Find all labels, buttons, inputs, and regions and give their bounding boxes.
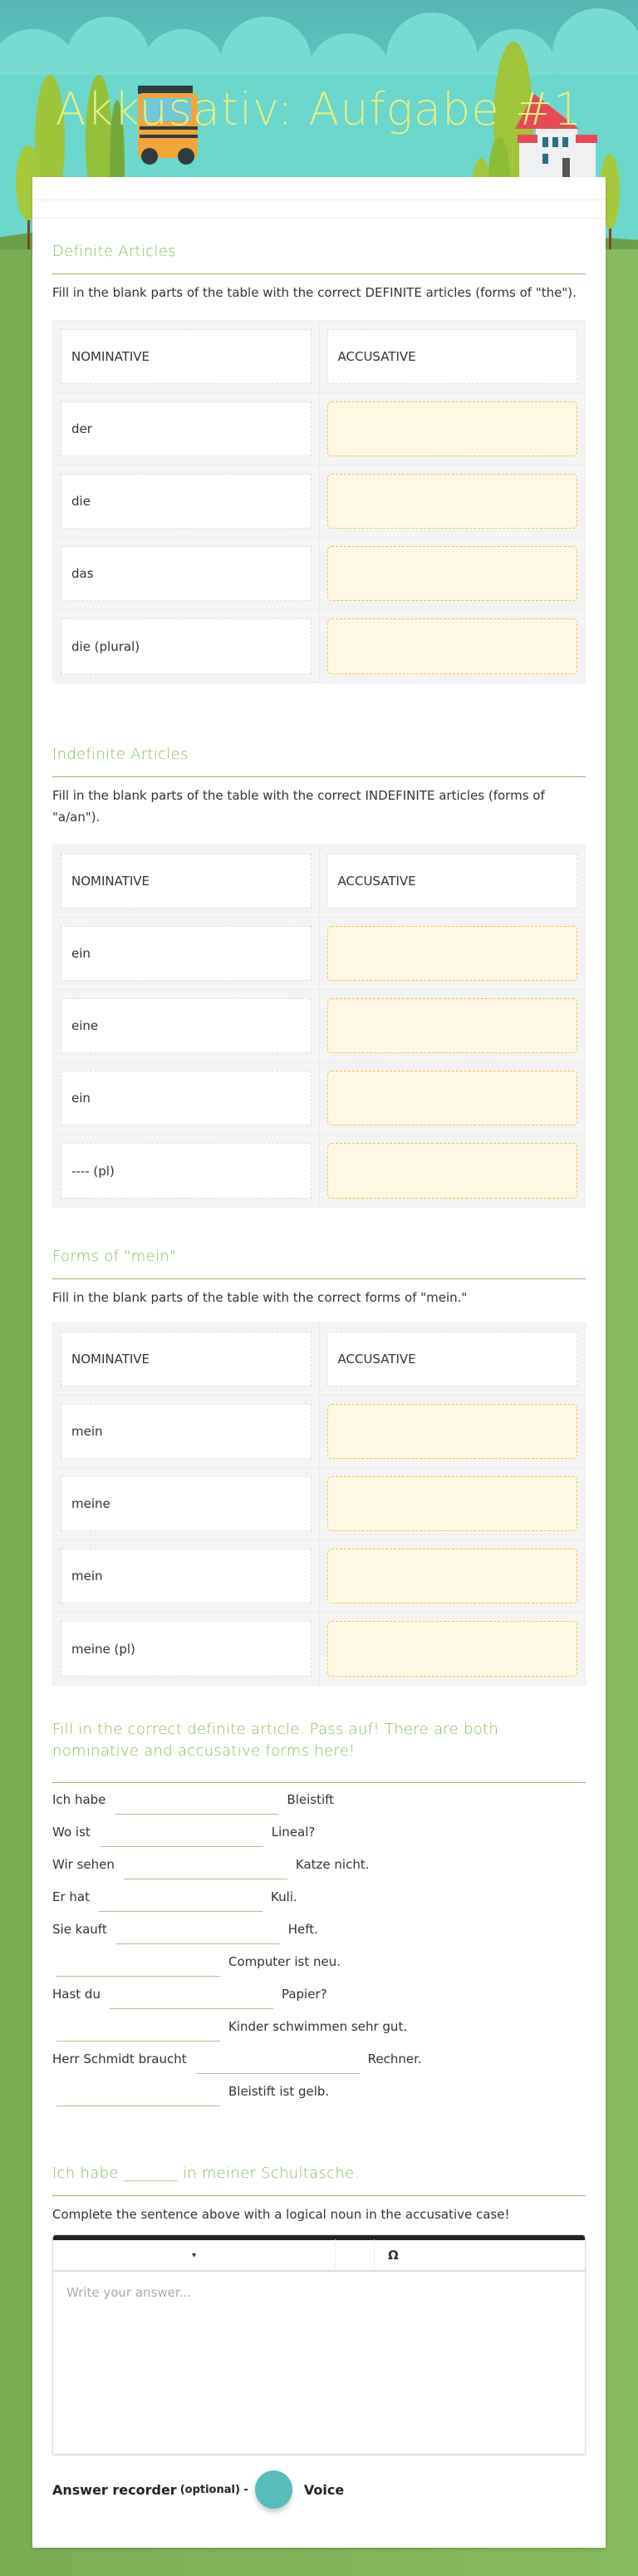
accusative-input[interactable]: [327, 1143, 578, 1199]
accusative-input[interactable]: [327, 1404, 578, 1459]
divider: [32, 218, 606, 219]
column-header: NOMINATIVE: [61, 854, 312, 909]
special-characters-button[interactable]: Ω: [388, 2248, 399, 2263]
fill-in-row: [52, 1945, 586, 1978]
fill-in-row: [52, 1913, 586, 1945]
fill-in-row: [52, 1978, 586, 2010]
column-header: NOMINATIVE: [61, 1332, 312, 1387]
format-dropdown[interactable]: [53, 2239, 336, 2271]
definite-articles-section: [52, 237, 586, 683]
accusative-input[interactable]: [327, 474, 578, 529]
nominative-cell: mein: [61, 1404, 312, 1459]
sentence-end: Computer ist neu.: [228, 1953, 341, 1969]
record-button[interactable]: [255, 2470, 292, 2509]
fill-in-row: [52, 1880, 586, 1913]
fill-in-row: [52, 2075, 586, 2107]
toolbar-spacer: [336, 2239, 375, 2271]
section-heading: Indefinite Articles: [52, 740, 586, 777]
article-blank-input[interactable]: [56, 1958, 220, 1977]
table-row: [53, 1540, 585, 1613]
section-description: Complete the sentence above with a logical noun in the accusative case!: [52, 2207, 510, 2222]
table-row: [53, 1468, 585, 1540]
table-row: [53, 1062, 585, 1135]
accusative-input[interactable]: [327, 401, 578, 456]
table-row: [53, 918, 585, 990]
articles-table: [52, 1322, 586, 1686]
table-row: [53, 1135, 585, 1207]
nominative-cell: die (plural): [61, 618, 312, 674]
sentence-end: Katze nicht.: [295, 1856, 370, 1872]
nominative-cell: meine: [61, 1476, 312, 1531]
sentence-start: Herr Schmidt braucht: [52, 2051, 187, 2066]
accusative-input[interactable]: [327, 1621, 578, 1677]
article-blank-input[interactable]: [196, 2056, 360, 2074]
chevron-down-icon: ▾: [191, 2250, 197, 2260]
section-description: Fill in the blank parts of the table with the correct INDEFINITE articles (forms of "a/an").: [52, 788, 545, 825]
accusative-input[interactable]: [327, 1549, 578, 1603]
sentence-start: Wir sehen: [52, 1856, 115, 1872]
article-blank-input[interactable]: [56, 2088, 220, 2106]
forms-of-mein-section: [52, 1242, 586, 1686]
nominative-cell: ---- (pl): [61, 1143, 312, 1199]
article-blank-input[interactable]: [56, 2023, 220, 2042]
section-heading: Ich habe _______ in meiner Schultasche.: [52, 2159, 586, 2196]
articles-table: [52, 845, 586, 1208]
worksheet-card: [32, 177, 606, 2548]
voice-label: Voice: [303, 2481, 345, 2498]
nominative-cell: meine (pl): [61, 1621, 312, 1677]
nominative-cell: mein: [61, 1549, 312, 1603]
recorder-label: Answer recorder: [52, 2481, 177, 2498]
fill-in-row: [52, 2042, 586, 2075]
table-row: [53, 1396, 585, 1468]
divider: [32, 199, 606, 200]
nominative-cell: das: [61, 546, 312, 601]
sentence-end: Rechner.: [367, 2051, 422, 2066]
table-header-row: [53, 1323, 585, 1396]
article-blank-input[interactable]: [116, 1926, 280, 1944]
nominative-cell: der: [61, 401, 312, 456]
sentence-end: Bleistift ist gelb.: [228, 2083, 330, 2099]
table-row: [53, 393, 585, 465]
sentence-end: Kinder schwimmen sehr gut.: [228, 2018, 408, 2034]
sentence-start: Wo ist: [52, 1824, 91, 1840]
fill-in-row: [52, 1815, 586, 1848]
recorder-optional-label: (optional) -: [179, 2483, 248, 2496]
open-answer-section: [52, 2159, 586, 2509]
sentence-end: Lineal?: [271, 1824, 316, 1840]
answer-recorder: [52, 2470, 586, 2509]
nominative-cell: ein: [61, 1071, 312, 1125]
sentence-start: Hast du: [52, 1986, 101, 2002]
sentence-start: Sie kauft: [52, 1921, 107, 1937]
sentence-end: Heft.: [287, 1921, 318, 1937]
fill-in-row: [52, 1783, 586, 1815]
indefinite-articles-section: [52, 740, 586, 1208]
nominative-cell: eine: [61, 998, 312, 1053]
fill-in-row: [52, 1848, 586, 1880]
article-blank-input[interactable]: [115, 1796, 278, 1815]
table-row: [53, 465, 585, 538]
article-blank-input[interactable]: [99, 1894, 263, 1912]
article-blank-input[interactable]: [110, 1991, 273, 2009]
articles-table: [52, 320, 586, 683]
sentence-end: Kuli.: [271, 1889, 297, 1904]
column-header: ACCUSATIVE: [327, 854, 578, 909]
nominative-cell: die: [61, 474, 312, 529]
section-heading: Definite Articles: [52, 237, 586, 274]
table-header-row: [53, 321, 585, 393]
accusative-input[interactable]: [327, 926, 578, 981]
fill-in-list: [52, 1783, 586, 2107]
editor-toolbar: [53, 2235, 585, 2272]
accusative-input[interactable]: [327, 618, 578, 674]
section-description: Fill in the blank parts of the table with the correct DEFINITE articles (forms of "the").: [52, 285, 577, 300]
section-description: Fill in the blank parts of the table with the correct forms of "mein.": [52, 1290, 468, 1305]
rich-text-editor: [52, 2234, 586, 2455]
section-heading: Forms of "mein": [52, 1242, 586, 1279]
sentence-start: Ich habe: [52, 1791, 106, 1807]
sentence-end: Papier?: [281, 1986, 327, 2002]
column-header: ACCUSATIVE: [327, 329, 578, 384]
accusative-input[interactable]: [327, 1071, 578, 1125]
fill-in-row: [52, 2010, 586, 2042]
table-row: [53, 610, 585, 682]
accusative-input[interactable]: [327, 546, 578, 601]
article-blank-input[interactable]: [124, 1861, 287, 1879]
accusative-input[interactable]: [327, 998, 578, 1053]
page-title: Akkusativ: Aufgabe #1: [55, 83, 583, 135]
table-row: [53, 990, 585, 1062]
table-header-row: [53, 845, 585, 918]
table-row: [53, 538, 585, 610]
accusative-input[interactable]: [327, 1476, 578, 1531]
sentence-end: Bleistift: [287, 1791, 335, 1807]
nominative-cell: ein: [61, 926, 312, 981]
section-heading: Fill in the correct definite article. Pass auf! There are both nominative and accusative forms here!: [52, 1719, 586, 1783]
article-blank-input[interactable]: [100, 1829, 263, 1847]
column-header: NOMINATIVE: [61, 329, 312, 384]
sentence-start: Er hat: [52, 1889, 90, 1904]
table-row: [53, 1613, 585, 1685]
answer-textarea[interactable]: [53, 2272, 585, 2454]
fill-in-section: [52, 1719, 586, 2107]
column-header: ACCUSATIVE: [327, 1332, 578, 1387]
